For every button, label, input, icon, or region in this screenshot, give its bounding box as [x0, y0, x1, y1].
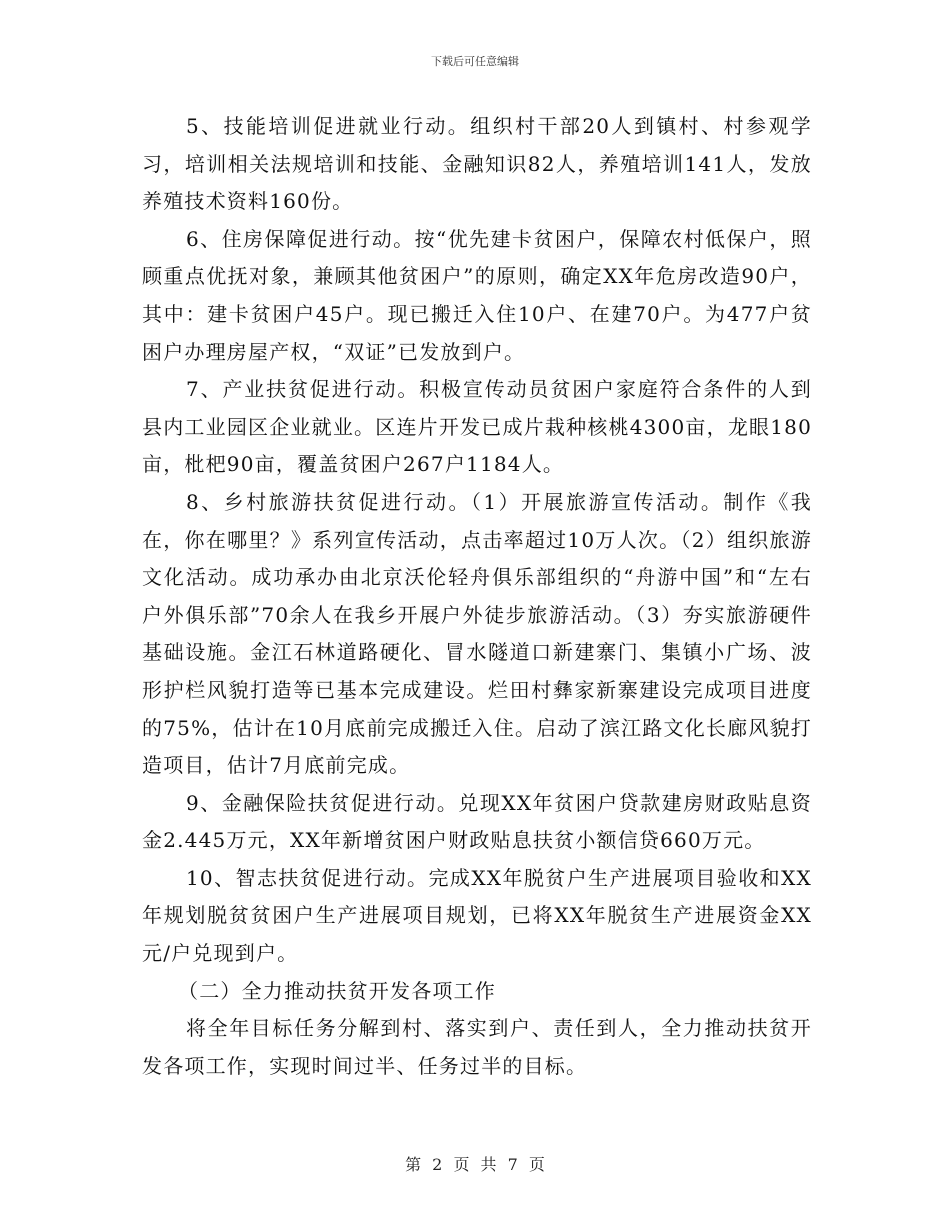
paragraph-skills-training: 5、技能培训促进就业行动。组织村干部20人到镇村、村参观学习，培训相关法规培训和技能、金融知识82人，养殖培训141人，发放养殖技术资料160份。 — [142, 114, 812, 214]
section-subheading: （二）全力推动扶贫开发各项工作 — [178, 978, 496, 1003]
document-body — [142, 108, 812, 1085]
paragraph-industry: 7、产业扶贫促进行动。积极宣传动员贫困户家庭符合条件的人到县内工业园区企业就业。区连片开发已成片栽种核桃4300亩，龙眼180亩，枇杷90亩，覆盖贫困户267户1184人。 — [142, 377, 812, 477]
paragraph-aspiration: 10、智志扶贫促进行动。完成XX年脱贫户生产进展项目验收和XX年规划脱贫贫困户生产进展项目规划，已将XX年脱贫生产进展资金XX元/户兑现到户。 — [142, 865, 812, 966]
paragraph-finance: 9、金融保险扶贫促进行动。兑现XX年贫困户贷款建房财政贴息资金2.445万元，XX年新增贫困户财政贴息扶贫小额信贷660万元。 — [142, 790, 812, 853]
paragraph-closing: 将全年目标任务分解到村、落实到户、责任到人，全力推动扶贫开发各项工作，实现时间过半、任务过半的目标。 — [142, 1016, 812, 1078]
paragraph-tourism: 8、乡村旅游扶贫促进行动。（1）开展旅游宣传活动。制作《我在，你在哪里？》系列宣传活动，点击率超过10万人次。（2）组织旅游文化活动。成功承办由北京沃伦轻舟俱乐部组织的“舟游中国”和“左右户外俱乐部”70余人在我乡开展户外徒步旅游活动。（3）夯实旅游硬件基础设施。金江石林道路硬化、冒水隧道口新建寨门、集镇小广场、波形护栏风貌打造等已基本完成建设。烂田村彝家新寨建设完成项目进度的75%，估计在10月底前完成搬迁入住。启动了滨江路文化长廊风貌打造项目，估计7月底前完成。 — [142, 489, 812, 778]
paragraph-housing: 6、住房保障促进行动。按“优先建卡贫困户，保障农村低保户，照顾重点优抚对象，兼顾其他贫困户”的原则，确定XX年危房改造90户，其中：建卡贫困户45户。现已搬迁入住10户、在建70户。为477户贫困户办理房屋产权，“双证”已发放到户。 — [142, 226, 812, 364]
page-header: 下载后可任意编辑 — [431, 55, 519, 68]
page-footer: 第 2 页 共 7 页 — [405, 1155, 545, 1174]
